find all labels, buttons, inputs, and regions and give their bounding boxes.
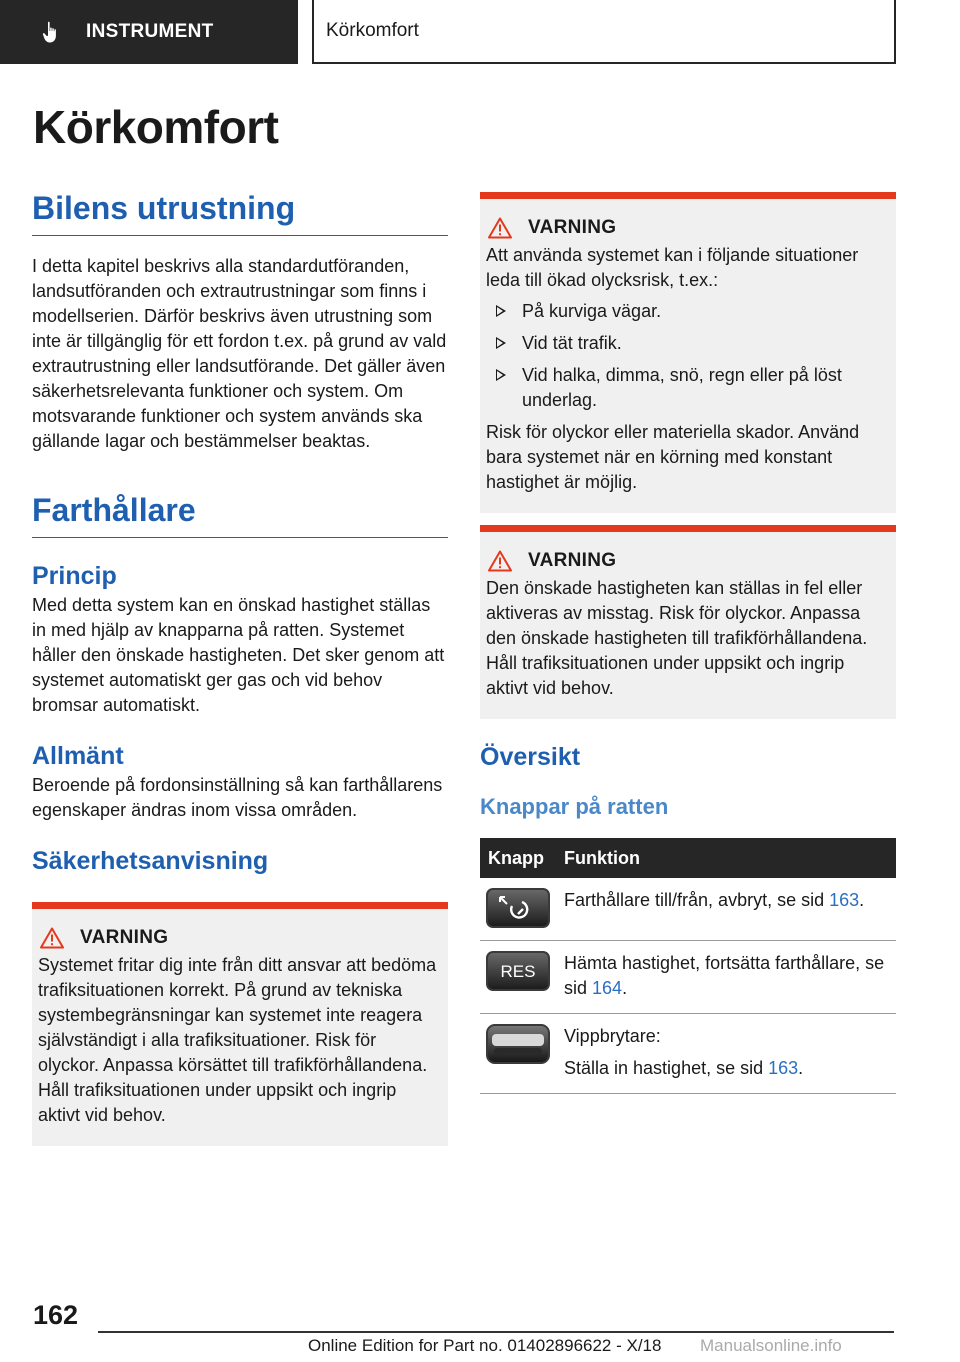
warning-box-3 [480, 525, 896, 719]
buttons-table [480, 838, 896, 1094]
warning-text: Den önskade hastigheten kan ställas in fel eller aktiveras av misstag. Risk för olyckor. Anpassa den önskade hastigheten till trafikförhållandena. Håll trafiksituationen under uppsikt och ingrip aktivt vid behov. [486, 578, 868, 698]
warning-label: VARNING [528, 550, 617, 571]
princip-heading: Princip [32, 562, 117, 590]
page-link[interactable]: 163 [768, 1058, 799, 1078]
chapter-label: Körkomfort [312, 0, 896, 64]
warning-label: VARNING [528, 217, 617, 238]
warning-triangle-icon [40, 927, 64, 949]
warning-outro: Risk för olyckor eller materiella skador. Använd bara systemet när en körning med konstant hastighet är möjlig. [486, 422, 860, 492]
allmant-text: Beroende på fordonsinställning så kan farthållarens egenskaper ändras inom vissa områden. [32, 775, 443, 820]
section-label: INSTRUMENT [86, 21, 214, 42]
page-link[interactable]: 164 [592, 978, 623, 998]
warning-intro: Att använda systemet kan i följande situationer leda till ökad olycksrisk, t.ex.: [486, 245, 859, 290]
list-item: Vid tät trafik. [486, 331, 890, 356]
edition-text: Online Edition for Part no. 01402896622 - X/18 [308, 1336, 662, 1355]
col-header-funktion: Funktion [556, 838, 896, 878]
bullet-triangle-icon [496, 337, 506, 349]
watermark-text: Manualsonline.info [700, 1336, 842, 1355]
section-tab [0, 0, 298, 64]
farthallare-heading: Farthållare [32, 492, 448, 538]
page-link[interactable]: 163 [829, 890, 860, 910]
cruise-control-button-icon [486, 888, 550, 928]
warning-triangle-icon [488, 217, 512, 239]
bullet-triangle-icon [496, 369, 506, 381]
rocker-switch-icon [486, 1024, 550, 1064]
list-item: Vid halka, dimma, snö, regn eller på löst underlag. [486, 363, 890, 413]
footer-divider [98, 1331, 894, 1333]
warning-list [486, 299, 890, 413]
left-column [32, 190, 448, 1146]
sakerhetsanvisning-heading: Säkerhetsanvisning [32, 847, 269, 875]
hand-pointer-icon [40, 20, 64, 44]
allmant-heading: Allmänt [32, 742, 124, 770]
page-number: 162 [33, 1300, 79, 1330]
svg-text:RES: RES [500, 962, 536, 981]
warning-triangle-icon [488, 550, 512, 572]
bullet-triangle-icon [496, 305, 506, 317]
list-item: På kurviga vägar. [486, 299, 890, 324]
warning-box-2 [480, 192, 896, 513]
table-row: RES Hämta hastighet, fortsätta farthållare, se sid 164. [480, 941, 896, 1014]
col-header-knapp: Knapp [480, 838, 556, 878]
table-row: Farthållare till/från, avbryt, se sid 163. [480, 878, 896, 941]
warning-box-1 [32, 902, 448, 1146]
bilens-utrustning-text: I detta kapitel beskrivs alla standardutföranden, landsutföranden och extrautrustningar som finns i modellserien. Därför beskrivs även utrustning som inte är tillgänglig för ett fordon t.ex. på grund av vald extrautrustning eller landsutförande. Det gäller även säkerhetsrelevanta funktioner och system. Om motsvarande funktioner och system används ska gällande lagar och bestämmelser beaktas. [32, 256, 447, 451]
princip-text: Med detta system kan en önskad hastighet ställas in med hjälp av knapparna på ratten. Systemet håller den önskade hastigheten. Det sker genom att systemet automatiskt ger gas och vid behov bromsar automatiskt. [32, 595, 445, 715]
table-row: Vippbrytare: Ställa in hastighet, se sid 163. [480, 1014, 896, 1094]
bilens-utrustning-heading: Bilens utrustning [32, 190, 448, 236]
right-column [480, 192, 896, 1094]
oversikt-heading: Översikt [480, 743, 581, 771]
page-title: Körkomfort [33, 101, 279, 153]
res-button-icon [486, 951, 550, 991]
knappar-heading: Knappar på ratten [480, 794, 669, 819]
warning-text: Systemet fritar dig inte från ditt ansvar att bedöma trafiksituationen korrekt. På grund av tekniska systembegränsningar kan systemet inte reagera självständigt i alla trafiksituationer. Risk för olyckor. Anpassa körsättet till trafikförhållandena. Håll trafiksituationen under uppsikt och ingrip aktivt vid behov. [38, 955, 437, 1125]
warning-label: VARNING [80, 927, 169, 948]
